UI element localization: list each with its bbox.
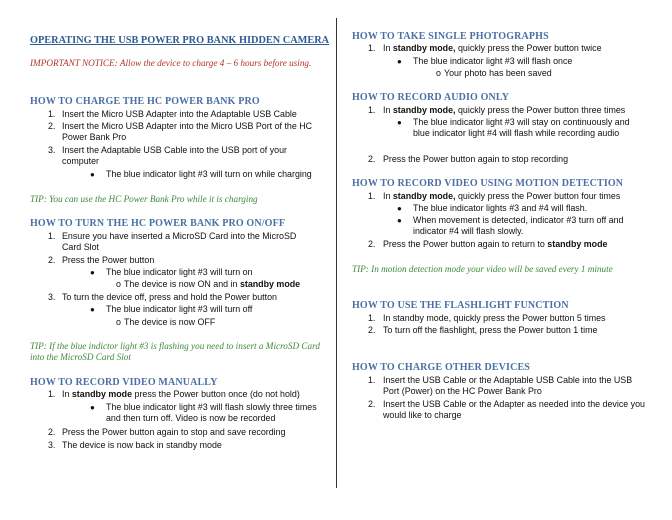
list-number: 1. bbox=[368, 105, 376, 115]
list-item: To turn off the flashlight, press the Power button 1 time bbox=[383, 325, 598, 335]
bullet-icon: ● bbox=[397, 118, 402, 127]
bullet-icon: ● bbox=[90, 170, 95, 179]
list-item: The blue indicator light #3 will stay on continuously and blue indicator light #4 will flash while recording audio bbox=[413, 117, 630, 139]
bullet-icon: ● bbox=[397, 204, 402, 213]
list-item: Press the Power button bbox=[62, 255, 155, 265]
section-heading-charge: HOW TO CHARGE THE HC POWER BANK PRO bbox=[30, 96, 260, 107]
list-number: 3. bbox=[48, 292, 56, 302]
list-number: 1. bbox=[48, 389, 56, 399]
tip-motion: TIP: In motion detection mode your video will be saved every 1 minute bbox=[352, 264, 613, 274]
bullet-icon: ● bbox=[90, 305, 95, 314]
list-item: Ensure you have inserted a MicroSD Card into the MicroSD Card Slot bbox=[62, 231, 297, 253]
section-heading-flashlight: HOW TO USE THE FLASHLIGHT FUNCTION bbox=[352, 300, 569, 311]
section-heading-other-devices: HOW TO CHARGE OTHER DEVICES bbox=[352, 362, 530, 373]
list-item: The device is now ON and in standby mode bbox=[124, 279, 301, 289]
list-item: Insert the USB Cable or the Adaptable USB Cable into the USB Port (Power) on the HC Power Bank Pro bbox=[383, 375, 633, 397]
list-item: In standby mode, quickly press the Power button 5 times bbox=[383, 313, 606, 323]
bullet-icon: ● bbox=[397, 216, 402, 225]
list-item: The device is now OFF bbox=[124, 317, 216, 327]
list-number: 2. bbox=[48, 121, 56, 131]
list-number: 2. bbox=[368, 154, 376, 164]
list-number: 2. bbox=[368, 325, 376, 335]
list-item: Insert the Micro USB Adapter into the Adaptable USB Cable bbox=[62, 109, 297, 119]
sub-bullet-icon: o bbox=[116, 317, 121, 327]
list-number: 2. bbox=[48, 255, 56, 265]
list-item: Your photo has been saved bbox=[444, 68, 552, 78]
list-item: Insert the Adaptable USB Cable into the USB port of your computer bbox=[62, 145, 287, 167]
list-item: In standby mode, quickly press the Power button four times bbox=[383, 191, 621, 201]
tip-sd-card: TIP: If the blue indictor light #3 is flashing you need to insert a MicroSD Card into the MicroSD Card Slot bbox=[30, 341, 320, 363]
list-item: Insert the Micro USB Adapter into the Micro USB Port of the HC Power Bank Pro bbox=[62, 121, 313, 143]
section-heading-photos: HOW TO TAKE SINGLE PHOTOGRAPHS bbox=[352, 31, 549, 42]
list-item: In standby mode press the Power button once (do not hold) bbox=[62, 389, 300, 399]
list-number: 2. bbox=[48, 427, 56, 437]
list-number: 2. bbox=[368, 239, 376, 249]
list-number: 1. bbox=[48, 231, 56, 241]
sub-bullet-icon: o bbox=[436, 68, 441, 78]
list-number: 1. bbox=[368, 313, 376, 323]
list-item: The blue indicator light #3 will turn off bbox=[106, 304, 253, 314]
list-item: Press the Power button again to return to standby mode bbox=[383, 239, 608, 249]
section-heading-record-manual: HOW TO RECORD VIDEO MANUALLY bbox=[30, 377, 218, 388]
list-item: In standby mode, quickly press the Power button three times bbox=[383, 105, 626, 115]
list-item: To turn the device off, press and hold the Power button bbox=[62, 292, 277, 302]
list-number: 1. bbox=[368, 375, 376, 385]
list-item: The blue indicator light #3 will turn on bbox=[106, 267, 253, 277]
list-item: Press the Power button again to stop and save recording bbox=[62, 427, 286, 437]
list-number: 1. bbox=[368, 43, 376, 53]
bullet-icon: ● bbox=[397, 57, 402, 66]
sub-bullet-icon: o bbox=[116, 279, 121, 289]
list-number: 3. bbox=[48, 145, 56, 155]
list-number: 2. bbox=[368, 399, 376, 409]
page-title: OPERATING THE USB POWER PRO BANK HIDDEN CAMERA bbox=[30, 35, 330, 46]
column-divider bbox=[336, 18, 337, 488]
list-number: 1. bbox=[48, 109, 56, 119]
list-item: The blue indicator light #3 will flash once bbox=[413, 56, 573, 66]
list-item: The blue indicator light #3 will flash slowly three times and then turn off. Video is now be recorded bbox=[106, 402, 317, 424]
tip-charging: TIP: You can use the HC Power Bank Pro while it is charging bbox=[30, 194, 258, 204]
list-item: The device is now back in standby mode bbox=[62, 440, 222, 450]
section-heading-motion: HOW TO RECORD VIDEO USING MOTION DETECTION bbox=[352, 178, 624, 189]
list-item: The blue indicator lights #3 and #4 will flash. bbox=[413, 203, 588, 213]
bullet-icon: ● bbox=[90, 403, 95, 412]
list-number: 3. bbox=[48, 440, 56, 450]
list-item: Insert the USB Cable or the Adapter as needed into the device you would like to charge bbox=[383, 399, 645, 421]
list-item: Press the Power button again to stop recording bbox=[383, 154, 569, 164]
important-notice: IMPORTANT NOTICE: Allow the device to charge 4 – 6 hours before using. bbox=[30, 58, 312, 68]
list-item: The blue indicator light #3 will turn on while charging bbox=[106, 169, 312, 179]
list-number: 1. bbox=[368, 191, 376, 201]
bullet-icon: ● bbox=[90, 268, 95, 277]
list-item: In standby mode, quickly press the Power button twice bbox=[383, 43, 602, 53]
section-heading-on-off: HOW TO TURN THE HC POWER BANK PRO ON/OFF bbox=[30, 218, 286, 229]
section-heading-audio: HOW TO RECORD AUDIO ONLY bbox=[352, 92, 510, 103]
list-item: When movement is detected, indicator #3 turn off and indicator #4 will flash slowly. bbox=[413, 215, 624, 237]
